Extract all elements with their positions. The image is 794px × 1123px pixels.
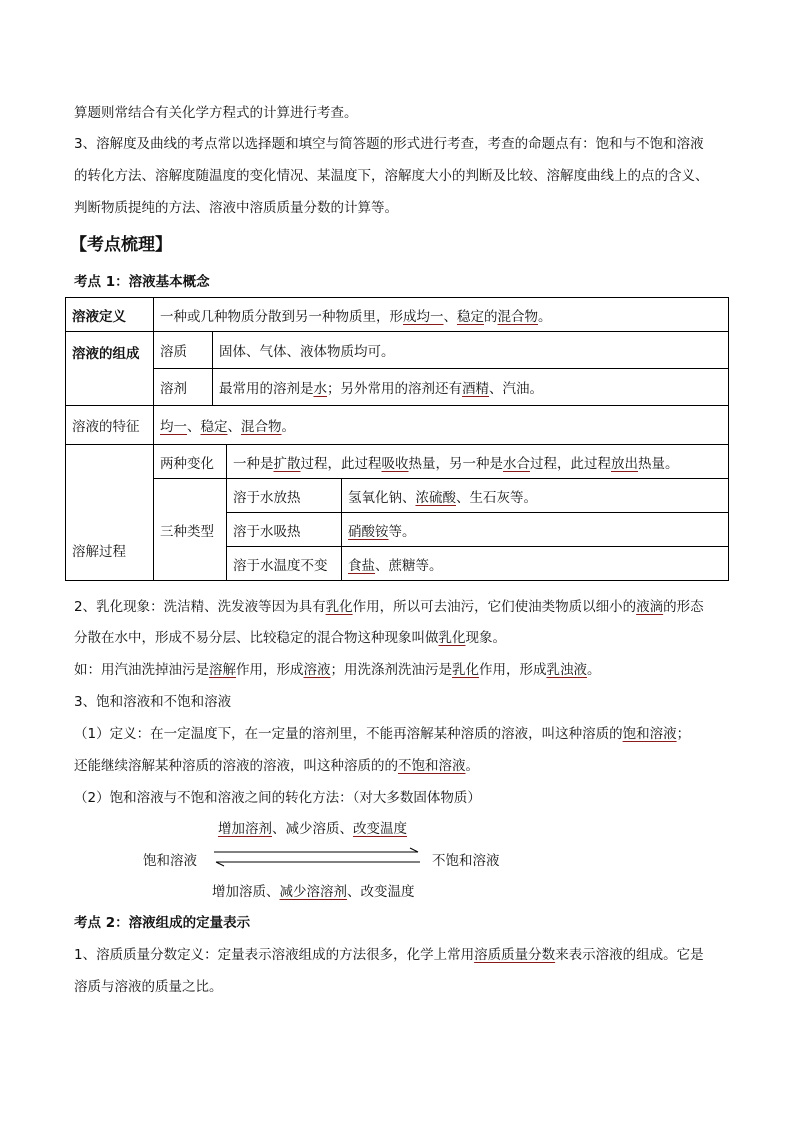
unsaturated-label: 不饱和溶液: [432, 853, 500, 869]
two-changes-cell: 一种是扩散过程，此过程吸收热量，另一种是水合过程，此过程放出热量。: [227, 445, 729, 479]
table-row: [66, 332, 729, 369]
emulsion-line-2: 分散在水中，形成不易分层、比较稳定的混合物这种现象叫做乳化现象。: [74, 630, 506, 646]
type-no-change-label: 溶于水温度不变: [227, 547, 342, 581]
table-row: [66, 406, 729, 445]
conversion-title: （2）饱和溶液与不饱和溶液之间的转化方法：（对大多数固体物质）: [74, 790, 481, 806]
conversion-top-methods: 增加溶剂、减少溶质、改变温度: [218, 821, 407, 837]
solvent-cell: 最常用的溶剂是水；另外常用的溶剂还有酒精、汽油。: [213, 369, 729, 406]
emulsion-line-1: 2、乳化现象：洗洁精、洗发液等因为具有乳化作用，所以可去油污，它们使油类物质以细小的液滴的形态: [74, 599, 704, 615]
three-types-label: 三种类型: [154, 479, 227, 581]
process-label: 溶解过程: [66, 445, 154, 581]
feature-label: 溶液的特征: [66, 406, 154, 445]
saturated-title: 3、饱和溶液和不饱和溶液: [74, 694, 232, 710]
type-heat-release-cell: 氢氧化钠、浓硫酸、生石灰等。: [342, 479, 729, 513]
mass-fraction-line-1: 1、溶质质量分数定义：定量表示溶液组成的方法很多，化学上常用溶质质量分数来表示溶液的组成。它是: [74, 947, 704, 963]
intro-line-3: 的转化方法、溶解度随温度的变化情况、某温度下，溶解度大小的判断及比较、溶解度曲线上的点的含义、: [74, 168, 709, 184]
emulsion-example: 如：用汽油洗掉油污是溶解作用，形成溶液；用洗涤剂洗油污是乳化作用，形成乳浊液。: [74, 662, 601, 678]
intro-line-1: 算题则常结合有关化学方程式的计算进行考查。: [74, 105, 358, 121]
solute-label: 溶质: [154, 332, 213, 369]
section-title: 【考点梳理】: [70, 235, 172, 255]
point2-title: 考点 2：溶液组成的定量表示: [74, 915, 251, 931]
solution-concept-table: [65, 297, 729, 581]
table-row: [66, 445, 729, 479]
solvent-label: 溶剂: [154, 369, 213, 406]
double-arrow-icon: [212, 846, 422, 870]
feature-cell: 均一、稳定、混合物。: [154, 406, 729, 445]
table-row: [66, 298, 729, 332]
type-heat-absorb-cell: 硝酸铵等。: [342, 513, 729, 547]
conversion-bottom-methods: 增加溶质、减少溶溶剂、改变温度: [212, 884, 415, 900]
def-label: 溶液定义: [66, 298, 154, 332]
saturated-def-2: 还能继续溶解某种溶质的溶液的溶液，叫这种溶质的的不饱和溶液。: [74, 758, 479, 774]
table-row: [66, 369, 729, 406]
solute-cell: 固体、气体、液体物质均可。: [213, 332, 729, 369]
type-heat-absorb-label: 溶于水吸热: [227, 513, 342, 547]
point1-title: 考点 1：溶液基本概念: [74, 274, 210, 290]
saturated-label: 饱和溶液: [143, 853, 197, 869]
type-no-change-cell: 食盐、蔗糖等。: [342, 547, 729, 581]
intro-line-4: 判断物质提纯的方法、溶液中溶质质量分数的计算等。: [74, 200, 398, 216]
two-changes-label: 两种变化: [154, 445, 227, 479]
table-row: [66, 479, 729, 513]
mass-fraction-line-2: 溶质与溶液的质量之比。: [74, 979, 223, 995]
saturated-def-1: （1）定义：在一定温度下，在一定量的溶剂里，不能再溶解某种溶质的溶液，叫这种溶质的饱和溶液；: [74, 726, 691, 742]
comp-label: 溶液的组成: [66, 332, 154, 406]
intro-line-2: 3、溶解度及曲线的考点常以选择题和填空与简答题的形式进行考查，考查的命题点有：饱和与不饱和溶液: [74, 136, 704, 152]
def-cell: 一种或几种物质分散到另一种物质里，形成均一、稳定的混合物。: [154, 298, 729, 332]
type-heat-release-label: 溶于水放热: [227, 479, 342, 513]
